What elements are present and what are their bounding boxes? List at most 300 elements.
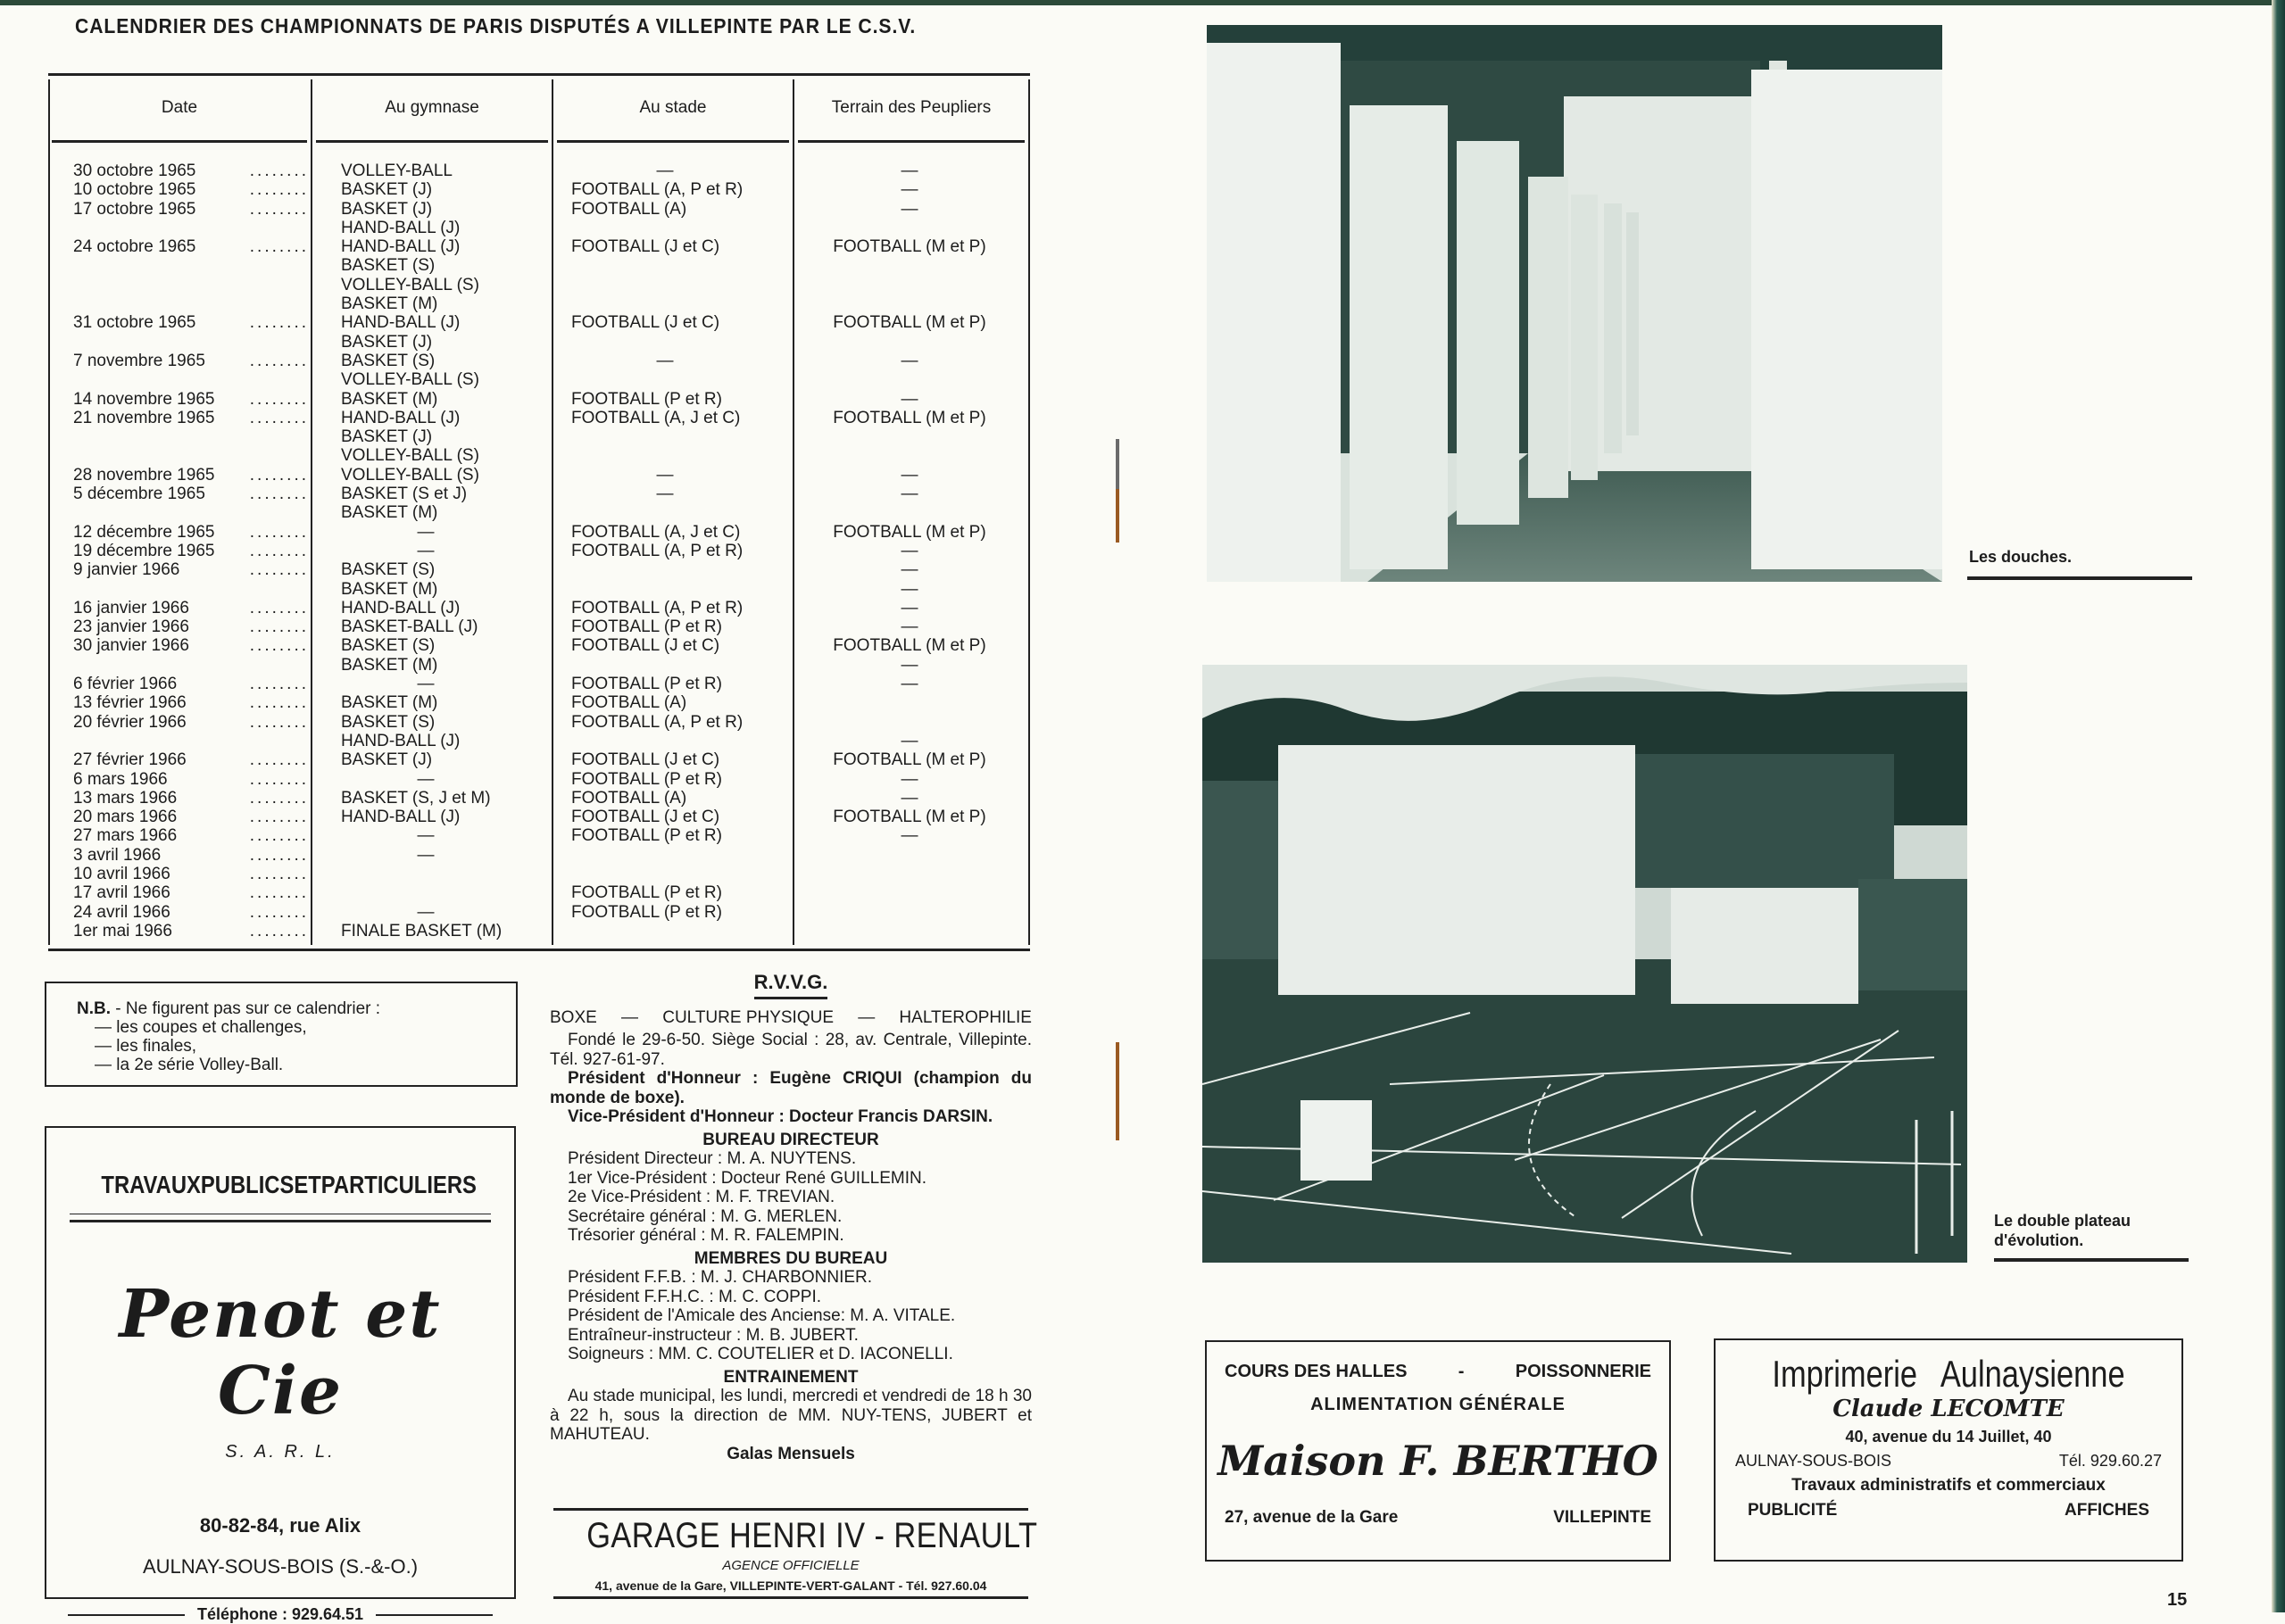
court-caption-line-1: Le double plateau [1994,1212,2131,1230]
imprimerie-tag: AFFICHES [2065,1501,2149,1520]
gymnase-cell: — [417,675,435,694]
date-row [55,560,309,579]
sport-label: BOXE [550,1007,597,1027]
nb-intro: - Ne figurent pas sur ce calendrier : [115,999,381,1018]
nb-item: — les coupes et challenges, [95,1018,307,1037]
penot-phone-row [68,1605,493,1624]
dot-leader: ........ [249,769,309,789]
rvvg-honorary-president: Président d'Honneur : Eugène CRIQUI (champion du monde de boxe). [550,1069,1032,1107]
date-row [55,485,309,503]
dot-leader: ........ [249,389,309,409]
date-row [55,636,309,655]
peupliers-cell: — [901,598,918,617]
date-row [55,333,309,352]
bertho-halles: COURS DES HALLES [1225,1362,1408,1381]
stade-cell: FOOTBALL (J et C) [571,313,720,333]
date-row [55,770,309,789]
date-row [55,732,309,750]
gymnase-cell: — [417,826,435,846]
dot-leader: ........ [249,199,309,219]
stade-cell [571,922,785,940]
date-cell: 3 avril 1966 [73,845,162,865]
nb-note-box [45,982,518,1087]
stade-cell [571,219,785,237]
peupliers-cell: FOOTBALL (M et P) [833,808,986,827]
date-row [55,294,309,313]
court-caption-line-2: d'évolution. [1994,1231,2084,1249]
sports-court-photo [1202,665,1967,1263]
peupliers-cell: — [901,541,918,560]
dot-leader: ........ [249,788,309,808]
penot-phone: Téléphone : 929.64.51 [196,1605,364,1623]
stade-cell [571,370,785,389]
stade-cell: FOOTBALL (P et R) [571,902,722,922]
date-cell: 13 février 1966 [73,693,187,713]
galas-text: Galas Mensuels [727,1444,855,1463]
members-title: MEMBRES DU BUREAU [694,1248,888,1268]
date-row [55,542,309,560]
stade-cell: — [656,465,674,485]
date-cell: 1er mai 1966 [73,921,172,940]
imprimerie-advert [1714,1338,2183,1562]
rvvg-section [550,973,1032,1463]
date-cell: 9 janvier 1966 [73,560,180,580]
stade-cell [571,865,785,883]
nb-label: N.B. [77,999,111,1018]
gymnase-cell: BASKET (S) [341,636,436,656]
dot-leader: ........ [249,921,309,940]
caption-rule [1994,1258,2189,1262]
imprimerie-name-left: Imprimerie [1772,1353,1918,1395]
garage-address: 41, avenue de la Gare, VILLEPINTE-VERT-GALANT - Tél. 927.60.04 [594,1578,987,1593]
peupliers-cell: — [901,351,918,370]
imprimerie-services: Travaux administratifs et commerciaux [1791,1476,2106,1495]
peupliers-cell [807,713,1012,732]
peupliers-cell [807,427,1012,446]
rvvg-sports [550,1008,1032,1028]
stade-cell: FOOTBALL (A, J et C) [571,522,741,542]
penot-header-word: TRAVAUX [101,1171,201,1198]
table-border-right [1028,79,1030,945]
gymnase-cell: BASKET (S) [341,351,436,370]
stade-cell [571,732,785,750]
date-cell: 21 novembre 1965 [73,408,215,427]
rvvg-founded: Fondé le 29-6-50. Siège Social : 28, av. Centrale, Villepinte. Tél. 927-61-97. [550,1031,1032,1069]
stade-cell: FOOTBALL (A) [571,693,687,713]
stade-cell [571,333,785,352]
peupliers-cell: — [901,485,918,504]
gymnase-cell [341,865,546,883]
peupliers-cell: — [901,769,918,789]
penot-sarl: S. A. R. L. [225,1442,336,1462]
caption-rule [1967,576,2192,580]
dot-leader: ........ [249,598,309,617]
bureau-member: 2e Vice-Président : M. F. TREVIAN. [568,1188,835,1206]
gymnase-cell [341,883,546,902]
dot-leader: ........ [249,826,309,846]
date-row [55,352,309,370]
gymnase-cell: — [417,522,435,542]
showers-caption: Les douches. [1969,548,2073,566]
gymnase-cell: BASKET (J) [341,750,433,770]
bureau-member: Président F.F.B. : M. J. CHARBONNIER. [568,1268,873,1287]
date-cell: 20 février 1966 [73,712,187,732]
peupliers-cell [807,922,1012,940]
table-divider [793,79,794,945]
date-cell: 17 avril 1966 [73,883,170,903]
peupliers-cell [807,503,1012,522]
peupliers-cell: — [901,731,918,750]
date-cell: 5 décembre 1965 [73,485,205,504]
stade-cell: FOOTBALL (A, P et R) [571,180,744,200]
garage-name: GARAGE HENRI IV - RENAULT [586,1516,1038,1555]
date-row [55,370,309,389]
stade-cell: FOOTBALL (A, P et R) [571,712,744,732]
page-number: 15 [2167,1590,2188,1610]
stade-cell: FOOTBALL (J et C) [571,237,720,257]
penot-advert [45,1126,516,1623]
stade-cell: FOOTBALL (A) [571,788,687,808]
calendar-table [48,73,1030,951]
gymnase-column [341,162,546,940]
date-row [55,789,309,808]
stade-cell [571,427,785,446]
bertho-address-row [1225,1508,1651,1528]
dot-leader: ........ [249,712,309,732]
gymnase-cell: VOLLEY-BALL (S) [341,465,479,485]
divider [376,1614,493,1616]
date-cell: 31 octobre 1965 [73,313,196,333]
gymnase-cell: BASKET (S) [341,256,436,276]
gymnase-cell: HAND-BALL (J) [341,313,461,333]
nb-item: — les finales, [95,1037,197,1056]
bureau-member: 1er Vice-Président : Docteur René GUILLEMIN. [568,1168,926,1188]
date-row [55,256,309,275]
peupliers-cell: — [901,199,918,219]
dot-leader: ........ [249,750,309,770]
date-row [55,219,309,237]
bertho-city: VILLEPINTE [1553,1508,1651,1527]
bertho-address: 27, avenue de la Gare [1225,1508,1399,1527]
date-cell: 23 janvier 1966 [73,617,189,637]
date-row [55,656,309,675]
bertho-advert [1205,1340,1671,1562]
date-cell: 6 février 1966 [73,675,178,694]
garage-advert [553,1508,1038,1599]
peupliers-column [807,162,1012,940]
stade-cell: FOOTBALL (J et C) [571,750,720,770]
gymnase-cell: BASKET (M) [341,655,438,675]
date-cell: 14 novembre 1965 [73,389,215,409]
gymnase-cell: VOLLEY-BALL (S) [341,370,479,390]
peupliers-cell: — [901,180,918,200]
dot-leader: ........ [249,313,309,333]
peupliers-cell [807,846,1012,865]
date-row [55,466,309,485]
peupliers-cell: — [901,617,918,637]
gymnase-cell: BASKET (M) [341,579,438,599]
header-stade: Au stade [557,76,789,143]
peupliers-cell [807,446,1012,465]
imprimerie-phone: Tél. 929.60.27 [2058,1452,2162,1470]
gymnase-cell: BASKET (J) [341,180,433,200]
date-cell: 24 avril 1966 [73,902,170,922]
gymnase-cell: VOLLEY-BALL (S) [341,275,479,294]
training-text: Au stade municipal, les lundi, mercredi et vendredi de 18 h 30 à 22 h, sous la direction de MM. NUY-TENS, JUBERT et MAHUTEAU. [550,1387,1032,1444]
peupliers-cell [807,693,1012,712]
peupliers-cell [807,370,1012,389]
dot-leader: ........ [249,522,309,542]
gymnase-cell: BASKET (J) [341,199,433,219]
bureau-member: Président de l'Amicale des Anciense: M. A. VITALE. [568,1306,956,1325]
peupliers-cell: — [901,675,918,694]
date-row [55,865,309,883]
gymnase-cell: BASKET (J) [341,332,433,352]
date-row [55,276,309,294]
bertho-line-2: ALIMENTATION GÉNÉRALE [1310,1395,1566,1414]
garage-agency: AGENCE OFFICIELLE [722,1558,860,1573]
date-row [55,599,309,617]
peupliers-cell [807,883,1012,902]
table-border-left [48,79,50,945]
peupliers-cell: — [901,579,918,599]
peupliers-cell [807,276,1012,294]
stade-cell: FOOTBALL (P et R) [571,769,722,789]
stade-cell [571,846,785,865]
nb-item: — la 2e série Volley-Ball. [95,1056,284,1074]
stade-cell: FOOTBALL (A, P et R) [571,598,744,617]
date-row [55,523,309,542]
date-row [55,617,309,636]
dot-leader: ........ [249,560,309,580]
date-cell: 30 octobre 1965 [73,162,196,180]
gymnase-cell: BASKET (S et J) [341,485,468,504]
date-cell: 17 octobre 1965 [73,199,196,219]
date-row [55,427,309,446]
date-row [55,162,309,180]
stade-cell [571,294,785,313]
date-row [55,390,309,409]
date-cell: 10 avril 1966 [73,864,170,883]
date-cell: 28 novembre 1965 [73,465,215,485]
peupliers-cell: — [901,389,918,409]
imprimerie-name [1772,1353,2124,1396]
stade-cell: — [656,351,674,370]
stade-cell: FOOTBALL (A, P et R) [571,541,744,560]
gymnase-cell: BASKET (S, J et M) [341,788,491,808]
date-row [55,503,309,522]
dot-leader: ........ [249,408,309,427]
table-divider [311,79,312,945]
stade-cell: FOOTBALL (P et R) [571,617,722,637]
date-row [55,846,309,865]
date-row [55,883,309,902]
date-cell: 27 février 1966 [73,750,187,770]
bureau-member: Président Directeur : M. A. NUYTENS. [568,1149,857,1168]
gymnase-cell: HAND-BALL (J) [341,808,461,827]
peupliers-cell [807,256,1012,275]
penot-header-word: ET [294,1171,321,1198]
penot-header [101,1171,477,1199]
gymnase-cell: — [417,845,435,865]
stade-cell [571,560,785,579]
bureau-member: Soigneurs : MM. C. COUTELIER et D. IACONELLI. [568,1345,953,1363]
date-cell: 24 octobre 1965 [73,237,196,257]
gymnase-cell: BASKET (M) [341,693,438,713]
gymnase-cell: HAND-BALL (J) [341,598,461,617]
stade-cell [571,656,785,675]
rvvg-title: R.V.V.G. [754,971,828,999]
dot-leader: ........ [249,351,309,370]
stade-cell [571,503,785,522]
peupliers-cell [807,333,1012,352]
date-cell: 10 octobre 1965 [73,180,196,200]
penot-header-word: PARTICULIERS [320,1171,477,1198]
date-cell: 19 décembre 1965 [73,541,215,560]
date-cell: 30 janvier 1966 [73,636,189,656]
peupliers-cell [807,294,1012,313]
divider [70,1220,491,1222]
date-cell: 27 mars 1966 [73,826,178,846]
imprimerie-address: 40, avenue du 14 Juillet, 40 [1845,1428,2052,1446]
rust-mark [1116,1042,1119,1140]
date-row [55,237,309,256]
gymnase-cell: BASKET (S) [341,560,436,580]
date-row [55,675,309,693]
bureau-title: BUREAU DIRECTEUR [702,1130,879,1149]
bureau-member: Entraîneur-instructeur : M. B. JUBERT. [568,1325,859,1345]
peupliers-cell: FOOTBALL (M et P) [833,636,986,656]
penot-logo: Penot et Cie [119,1276,442,1429]
dot-leader: ........ [249,636,309,656]
table-divider [552,79,553,945]
page-title: CALENDRIER DES CHAMPIONNATS DE PARIS DISPUTÉS A VILLEPINTE PAR LE C.S.V. [75,14,917,37]
imprimerie-city-row [1735,1452,2162,1471]
rust-mark [1116,489,1119,543]
dot-leader: ........ [249,845,309,865]
peupliers-cell: FOOTBALL (M et P) [833,408,986,427]
dot-leader: ........ [249,864,309,883]
peupliers-cell: — [901,826,918,846]
peupliers-cell: — [901,465,918,485]
stade-column [571,162,785,940]
gymnase-cell: HAND-BALL (J) [341,731,461,750]
stade-cell: FOOTBALL (J et C) [571,636,720,656]
bureau-member: Trésorier général : M. R. FALEMPIN. [568,1226,844,1245]
date-cell: 13 mars 1966 [73,788,178,808]
gymnase-cell: HAND-BALL (J) [341,408,461,427]
peupliers-cell: — [901,162,918,180]
gymnase-cell: BASKET (J) [341,427,433,447]
date-column [55,162,309,940]
peupliers-cell: FOOTBALL (M et P) [833,237,986,257]
date-row [55,922,309,940]
date-row [55,826,309,845]
header-peupliers: Terrain des Peupliers [798,76,1025,143]
stade-cell: FOOTBALL (P et R) [571,675,722,694]
bureau-member: Secrétaire général : M. G. MERLEN. [568,1206,843,1226]
sport-label: CULTURE PHYSIQUE [662,1007,835,1027]
stade-cell: FOOTBALL (P et R) [571,883,722,903]
penot-city: AULNAY-SOUS-BOIS (S.-&-O.) [142,1555,419,1578]
stade-cell: FOOTBALL (P et R) [571,389,722,409]
gymnase-cell: HAND-BALL (J) [341,218,461,237]
stade-cell [571,580,785,599]
stade-cell [571,256,785,275]
gymnase-cell: BASKET (M) [341,389,438,409]
page-top-edge [0,0,2285,5]
separator: — [858,1007,876,1027]
penot-header-word: PUBLICS [200,1171,295,1198]
dot-leader: ........ [249,485,309,504]
dot-leader: ........ [249,808,309,827]
stade-cell [571,276,785,294]
dot-leader: ........ [249,675,309,694]
gymnase-cell: VOLLEY-BALL (S) [341,446,479,466]
date-cell: 6 mars 1966 [73,769,168,789]
bertho-poissonnerie: POISSONNERIE [1515,1362,1651,1381]
date-row [55,693,309,712]
divider [68,1614,185,1616]
gymnase-cell: HAND-BALL (J) [341,237,461,257]
page-right-edge [2272,0,2285,1612]
date-row [55,808,309,826]
peupliers-cell: — [901,788,918,808]
stade-cell: FOOTBALL (A) [571,199,687,219]
date-cell: 12 décembre 1965 [73,522,215,542]
dot-leader: ........ [249,693,309,713]
imprimerie-city: AULNAY-SOUS-BOIS [1735,1452,1892,1470]
imprimerie-name-right: Aulnaysienne [1940,1353,2125,1395]
dot-leader: ........ [249,883,309,903]
dot-leader: ........ [249,237,309,257]
date-row [55,750,309,769]
date-row [55,180,309,199]
gymnase-cell: VOLLEY-BALL [341,162,453,180]
date-cell: 7 novembre 1965 [73,351,205,370]
dot-leader: ........ [249,902,309,922]
separator: - [1458,1362,1465,1381]
dot-leader: ........ [249,162,309,180]
rvvg-honorary-vp: Vice-Président d'Honneur : Docteur Francis DARSIN. [568,1107,993,1126]
imprimerie-tags [1748,1501,2149,1520]
stade-cell: FOOTBALL (A, J et C) [571,408,741,427]
stade-cell: — [656,162,674,180]
date-row [55,446,309,465]
imprimerie-owner: Claude LECOMTE [1832,1396,2065,1422]
gymnase-cell: BASKET-BALL (J) [341,617,478,637]
stade-cell: FOOTBALL (P et R) [571,826,722,846]
peupliers-cell: FOOTBALL (M et P) [833,750,986,770]
date-row [55,200,309,219]
peupliers-cell: FOOTBALL (M et P) [833,313,986,333]
date-row [55,903,309,922]
stade-cell: — [656,485,674,504]
gymnase-cell: — [417,541,435,560]
separator: — [621,1007,639,1027]
dot-leader: ........ [249,465,309,485]
imprimerie-tag: PUBLICITÉ [1748,1501,1838,1520]
gymnase-cell: BASKET (M) [341,294,438,314]
date-cell: 20 mars 1966 [73,808,178,827]
stade-cell: FOOTBALL (J et C) [571,808,720,827]
gymnase-cell: BASKET (M) [341,503,438,523]
showers-photo [1207,25,1942,582]
date-row [55,409,309,427]
peupliers-cell [807,903,1012,922]
gymnase-cell: BASKET (S) [341,712,436,732]
date-row [55,580,309,599]
